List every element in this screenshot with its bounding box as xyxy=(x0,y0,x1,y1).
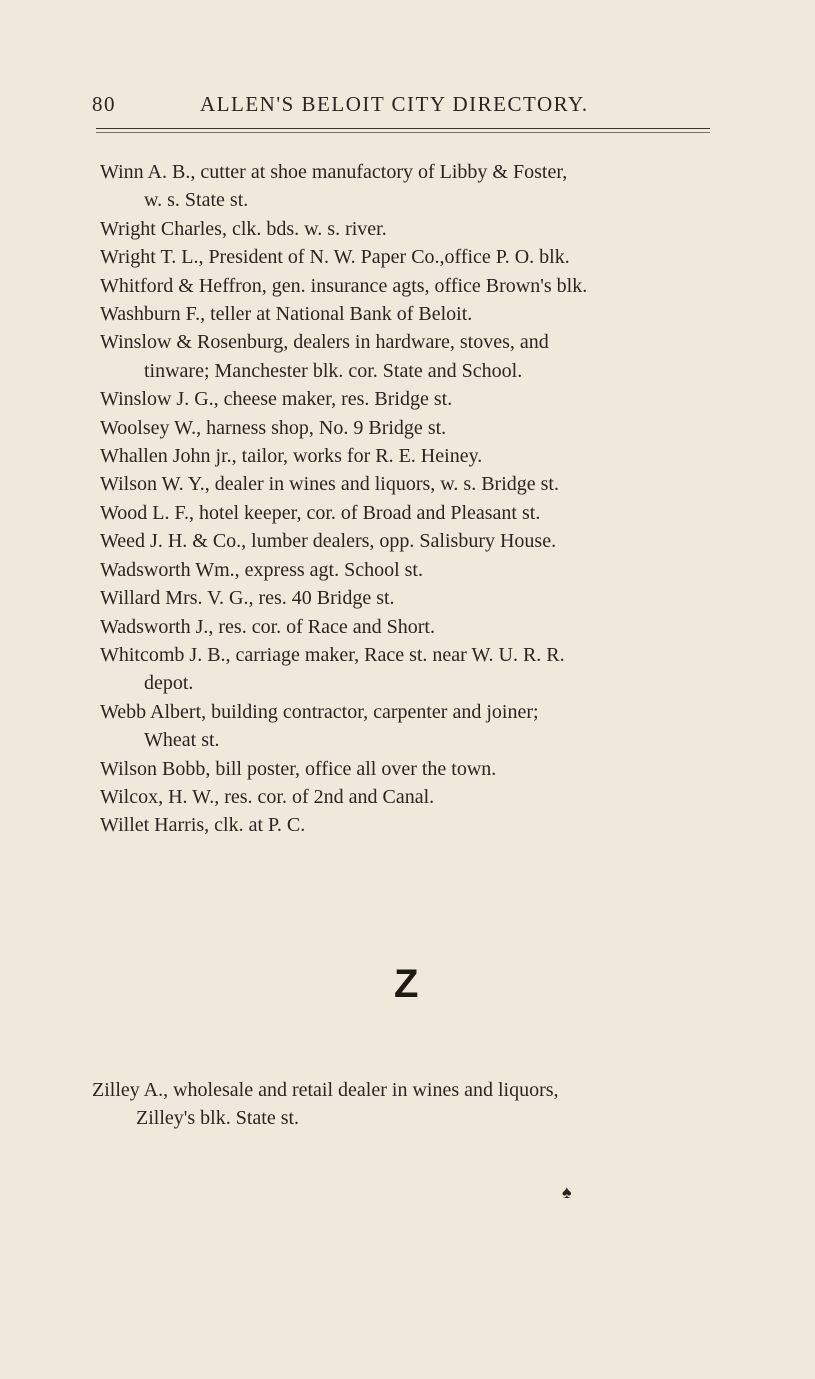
ornament-icon: ♠ xyxy=(562,1182,572,1202)
entry-line: Webb Albert, building contractor, carpenter and joiner; xyxy=(100,700,539,723)
entry-continuation: tinware; Manchester blk. cor. State and School. xyxy=(144,359,523,382)
directory-entry xyxy=(100,300,720,328)
directory-entry xyxy=(100,328,720,385)
directory-entry xyxy=(100,755,720,783)
entry-line: Wadsworth Wm., express agt. School st. xyxy=(100,558,423,581)
entry-continuation: w. s. State st. xyxy=(144,189,249,212)
directory-entry xyxy=(100,698,720,755)
page-header xyxy=(92,92,712,122)
directory-entry xyxy=(100,783,720,811)
entry-line: Wilson W. Y., dealer in wines and liquors, w. s. Bridge st. xyxy=(100,473,559,496)
directory-entry xyxy=(100,584,720,612)
entry-line: Woolsey W., harness shop, No. 9 Bridge st. xyxy=(100,416,447,439)
entry-line: Whallen John jr., tailor, works for R. E. Heiney. xyxy=(100,445,483,468)
page-number: 80 xyxy=(92,92,116,116)
entry-line: Willet Harris, clk. at P. C. xyxy=(100,814,306,837)
directory-entry xyxy=(100,556,720,584)
entry-line: Zilley A., wholesale and retail dealer in wines and liquors, xyxy=(92,1079,559,1101)
header-rule-thin xyxy=(96,132,710,133)
directory-entry xyxy=(100,158,720,215)
directory-entries-z xyxy=(92,1076,722,1133)
directory-entry xyxy=(100,613,720,641)
directory-entry xyxy=(92,1076,722,1133)
header-rule xyxy=(96,128,710,129)
entry-line: Wright Charles, clk. bds. w. s. river. xyxy=(100,217,387,240)
entry-line: Wadsworth J., res. cor. of Race and Short. xyxy=(100,615,435,638)
entry-line: Wright T. L., President of N. W. Paper Co.,office P. O. blk. xyxy=(100,246,570,269)
directory-entry xyxy=(100,272,720,300)
entry-line: Wilcox, H. W., res. cor. of 2nd and Canal. xyxy=(100,785,435,808)
directory-entry xyxy=(100,499,720,527)
entry-line: Wilson Bobb, bill poster, office all over the town. xyxy=(100,757,497,780)
running-title: ALLEN'S BELOIT CITY DIRECTORY. xyxy=(200,92,589,116)
entry-continuation: depot. xyxy=(144,672,194,695)
entry-line: Winn A. B., cutter at shoe manufactory of Libby & Foster, xyxy=(100,161,568,183)
entry-line: Whitford & Heffron, gen. insurance agts, office Brown's blk. xyxy=(100,274,588,297)
entry-line: Winslow & Rosenburg, dealers in hardware, stoves, and xyxy=(100,331,549,354)
entry-line: Whitcomb J. B., carriage maker, Race st. near W. U. R. R. xyxy=(100,643,565,666)
entry-continuation: Zilley's blk. State st. xyxy=(136,1107,300,1130)
entry-continuation: Wheat st. xyxy=(144,729,220,752)
section-letter: Z xyxy=(394,962,419,1006)
entry-line: Wood L. F., hotel keeper, cor. of Broad and Pleasant st. xyxy=(100,501,541,524)
entry-line: Weed J. H. & Co., lumber dealers, opp. Salisbury House. xyxy=(100,530,557,553)
directory-entry xyxy=(100,385,720,413)
directory-entry xyxy=(100,641,720,698)
directory-entry xyxy=(100,215,720,243)
entry-line: Washburn F., teller at National Bank of Beloit. xyxy=(100,303,473,326)
entry-line: Winslow J. G., cheese maker, res. Bridge st. xyxy=(100,388,453,411)
directory-entry xyxy=(100,442,720,470)
directory-entries-w xyxy=(100,158,720,840)
directory-entry xyxy=(100,470,720,498)
entry-line: Willard Mrs. V. G., res. 40 Bridge st. xyxy=(100,587,395,610)
directory-entry xyxy=(100,811,720,839)
directory-entry xyxy=(100,414,720,442)
directory-entry xyxy=(100,527,720,555)
directory-entry xyxy=(100,243,720,271)
